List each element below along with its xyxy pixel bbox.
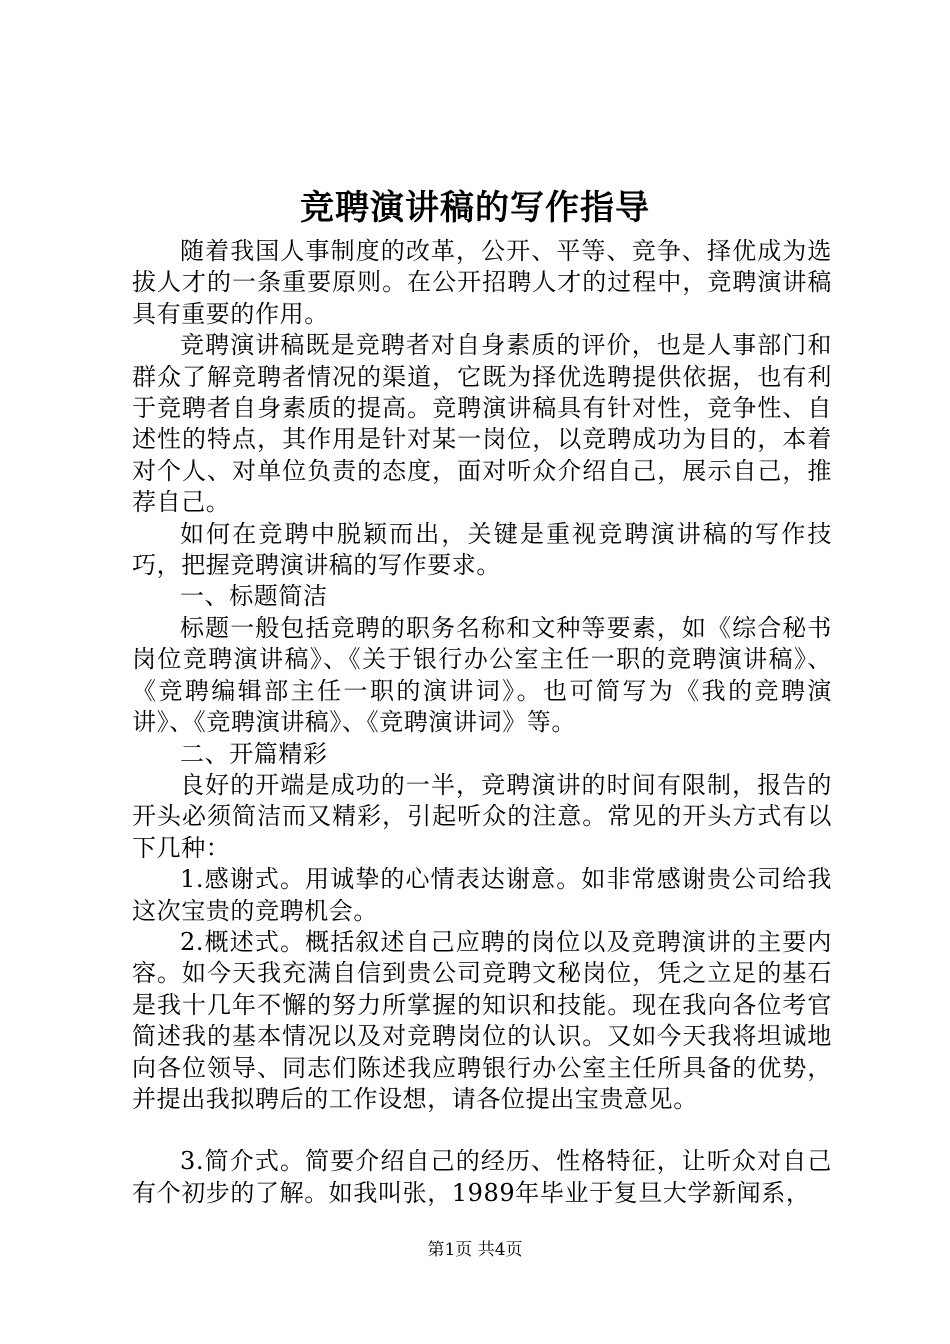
paragraph-title-format: 标题一般包括竞聘的职务名称和文种等要素，如《综合秘书岗位竞聘演讲稿》、《关于银行办公室主任一职的竞聘演讲稿》、《竞聘编辑部主任一职的演讲词》。也可简写为《我的竞聘演讲》、《竞聘演讲稿》、《竞聘演讲词》等。 — [132, 613, 832, 737]
paragraph-skills: 如何在竞聘中脱颖而出，关键是重视竞聘演讲稿的写作技巧，把握竞聘演讲稿的写作要求。 — [132, 519, 832, 580]
list-item-thanks: 1.感谢式。用诚挚的心情表达谢意。如非常感谢贵公司给我这次宝贵的竞聘机会。 — [132, 865, 832, 925]
paragraph-opening-intro: 良好的开端是成功的一半，竞聘演讲的时间有限制，报告的开头必须简洁而又精彩，引起听众的注意。常见的开头方式有以下几种： — [132, 770, 832, 862]
page-footer: 第1页 共4页 — [427, 1240, 523, 1260]
list-item-summary: 2.概述式。概括叙述自己应聘的岗位以及竞聘演讲的主要内容。如今天我充满自信到贵公司竞聘文秘岗位，凭之立足的基石是我十几年不懈的努力所掌握的知识和技能。现在我向各位考官简述我的基本情况以及对竞聘岗位的认识。又如今天我将坦诚地向各位领导、同志们陈述我应聘银行办公室主任所具备的优势，并提出我拟聘后的工作设想，请各位提出宝贵意见。 — [132, 927, 832, 1113]
document-title: 竞聘演讲稿的写作指导 — [300, 188, 650, 228]
paragraph-intro: 随着我国人事制度的改革，公开、平等、竞争、择优成为选拔人才的一条重要原则。在公开招聘人才的过程中，竞聘演讲稿具有重要的作用。 — [132, 237, 832, 328]
section-heading-title: 一、标题简洁 — [180, 582, 328, 611]
document-body — [132, 236, 832, 1209]
list-item-introduction: 3.简介式。简要介绍自己的经历、性格特征，让听众对自己有个初步的了解。如我叫张，1989年毕业于复旦大学新闻系， — [132, 1147, 832, 1207]
paragraph-role: 竞聘演讲稿既是竞聘者对自身素质的评价，也是人事部门和群众了解竞聘者情况的渠道，它既为择优选聘提供依据，也有利于竞聘者自身素质的提高。竞聘演讲稿具有针对性，竞争性、自述性的特点，其作用是针对某一岗位，以竞聘成功为目的，本着对个人、对单位负责的态度，面对听众介绍自己，展示自己，推荐自己。 — [132, 331, 832, 517]
section-heading-opening: 二、开篇精彩 — [180, 739, 328, 768]
